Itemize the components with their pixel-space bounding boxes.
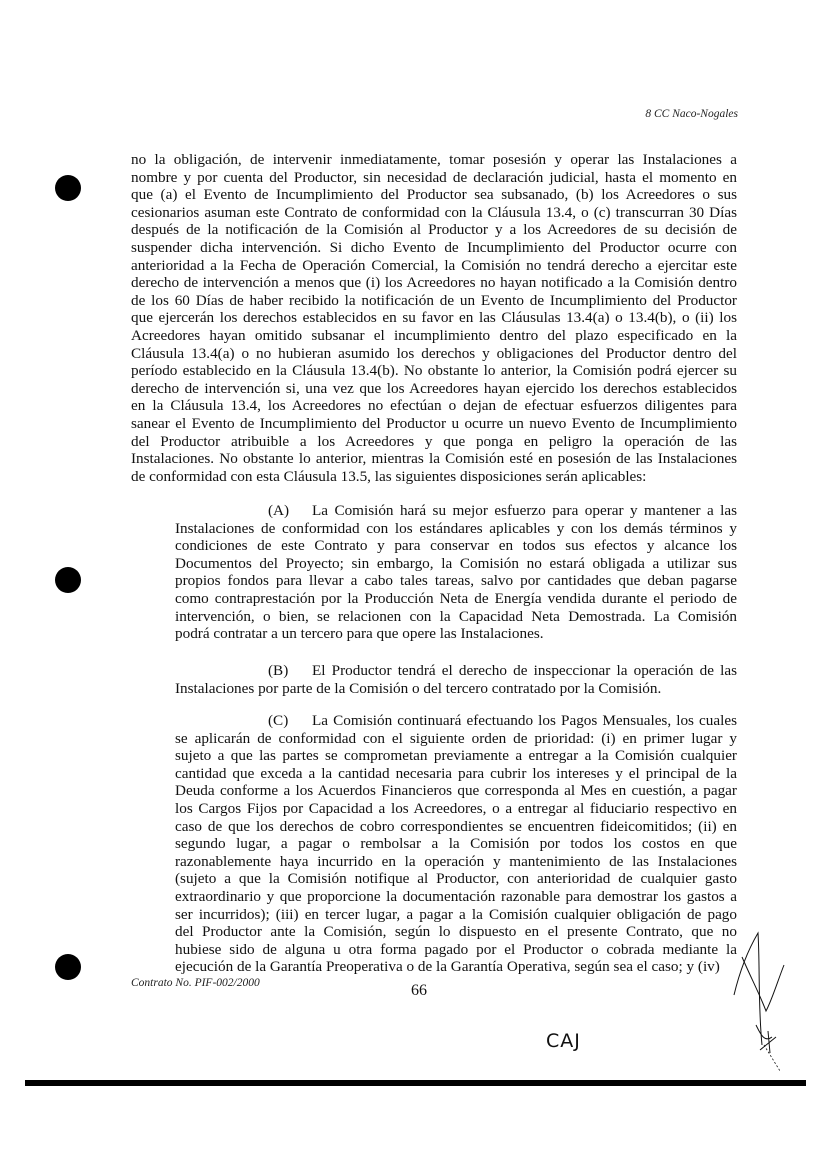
binder-hole-icon [55,567,81,593]
text-line: cantidad que exceda a la cantidad necesaria para cubrir los intereses y el principal de la [175,764,737,782]
text-line: que (a) el Evento de Incumplimiento del Productor sea subsanado, (b) los Acreedores o sus [131,186,737,204]
text-line: Instalaciones de conformidad con los estándares aplicables y con los demás términos y [175,519,737,537]
text-line: razonablemente haya incurrido en la operación y mantenimiento de las Instalaciones [175,852,737,870]
scan-edge-bar [25,1080,806,1086]
text-line: no la obligación, de intervenir inmediatamente, tomar posesión y operar las Instalaciones a [131,151,737,168]
text-line: La Comisión hará su mejor esfuerzo para operar y mantener a las [312,502,737,519]
text-line: ejecución de la Garantía Preoperativa o de la Garantía Operativa, según sea el caso; y (iv) [175,958,720,976]
text-line: extraordinario y que proporcione la documentación razonable para demostrar los gastos a [175,887,737,905]
text-line: Documentos del Proyecto; sin embargo, la Comisión no estará obligada a utilizar sus [175,554,737,572]
text-line: como contraprestación por la Producción Neta de Energía vendida durante el periodo de [175,589,737,607]
text-line: Instalaciones por parte de la Comisión o del tercero contratado por la Comisión. [175,679,662,697]
text-line: El Productor tendrá el derecho de inspeccionar la operación de las [312,662,737,679]
handwritten-initials: CAJ [546,1030,581,1052]
subsection-first-line [175,502,737,520]
text-line: La Comisión continuará efectuando los Pagos Mensuales, los cuales [312,712,737,729]
text-line: sujeto a que las partes se comprometan previamente a entregar a la Comisión cualquier [175,747,737,765]
text-line: Deuda conforme a los Acuerdos Financieros que corresponda al Mes en cuestión, a pagar [175,782,737,800]
text-line: intervención, o bien, se relacionen con la Capacidad Neta Demostrada. La Comisión [175,607,737,625]
text-line: derecho de intervención si, una vez que los Acreedores hayan ejercido los derechos establecidos [131,379,737,397]
text-line: derecho de intervención a menos que (i) los Acreedores no hayan notificado a la Comisión dentro [131,274,737,292]
text-line: de conformidad con esta Cláusula 13.5, las siguientes disposiciones serán aplicables: [131,467,647,485]
text-line: sanear el Evento de Incumplimiento del Productor u ocurre un nuevo Evento de Incumplimiento [131,414,737,432]
subsection-label: (B) [268,662,289,679]
text-line: nombre y por cuenta del Productor, sin necesidad de declaración judicial, hasta el momento en [131,168,737,186]
text-line: suspender dicha intervención. Si dicho Evento de Incumplimiento del Productor ocurre con [131,238,737,256]
binder-hole-icon [55,175,81,201]
text-line: del Productor ante la Comisión, según lo dispuesto en el presente Contrato, que no [175,923,737,941]
subsection-first-line [175,662,737,680]
text-line: después de la notificación de la Comisión al Productor y a los Acreedores de su decisión de [131,221,737,239]
subsection-label: (C) [268,712,289,729]
contract-number: Contrato No. PIF-002/2000 [131,977,260,989]
subsection-label: (A) [268,502,290,519]
main-paragraph [131,151,737,485]
text-line: en la Cláusula 13.4, los Acreedores no efectúan o dejan de efectuar esfuerzos diligentes para [131,397,737,415]
text-line: propios fondos para llevar a cabo tales tareas, salvo por cantidades que deban pagarse [175,572,737,590]
text-line: ser incurridos); (iii) en tercer lugar, a pagar a la Comisión cualquier obligación de pago [175,905,737,923]
subsection-b [175,662,737,697]
text-line: segundo lugar, a pagar o rembolsar a la Comisión por todos los costos en que [175,835,737,853]
text-line: hubiese sido de alguna u otra forma pagado por el Productor o cobrada mediante la [175,940,737,958]
subsection-c [175,712,737,976]
text-line: condiciones de este Contrato y para conservar en todos sus efectos y alcance los [175,537,737,555]
text-line: (sujeto a que la Comisión notifique al Productor, con anterioridad de cualquier gasto [175,870,737,888]
signature-icon [720,925,800,1075]
text-line: anterioridad a la Fecha de Operación Comercial, la Comisión no tendrá derecho a ejercitar este [131,256,737,274]
text-line: se aplicarán de conformidad con el siguiente orden de prioridad: (i) en primer lugar y [175,729,737,747]
page-number: 66 [411,982,427,999]
text-line: los Cargos Fijos por Capacidad a los Acreedores, o a entregar al fiduciario respectivo en [175,799,737,817]
subsection-a [175,502,737,643]
running-header: 8 CC Naco-Nogales [645,108,738,120]
text-line: del Productor atribuible a los Acreedores y que ponga en peligro la operación de las [131,432,737,450]
text-line: de los 60 Días de haber recibido la notificación de un Evento de Incumplimiento del Productor [131,291,737,309]
text-line: caso de que los derechos de cobro correspondientes se encuentren fideicomitidos; (ii) en [175,817,737,835]
text-line: que ejercerán los derechos establecidos en su favor en las Cláusulas 13.4(a) o 13.4(b), o (ii) los [131,309,737,327]
text-line: Cláusula 13.4(a) o no hubieran asumido los derechos y obligaciones del Productor dentro del [131,344,737,362]
text-line: período establecido en la Cláusula 13.4(b). No obstante lo anterior, la Comisión podrá ejercer su [131,362,737,380]
text-line: Instalaciones. No obstante lo anterior, mientras la Comisión esté en posesión de las Instalaciones [131,450,737,468]
text-line: cesionarios asuman este Contrato de conformidad con la Cláusula 13.4, o (c) transcurran 30 Días [131,203,737,221]
text-line: podrá contratar a un tercero para que opere las Instalaciones. [175,625,544,643]
subsection-first-line [175,712,737,730]
text-line: Acreedores hayan omitido subsanar el incumplimiento dentro del plazo especificado en la [131,326,737,344]
binder-hole-icon [55,954,81,980]
